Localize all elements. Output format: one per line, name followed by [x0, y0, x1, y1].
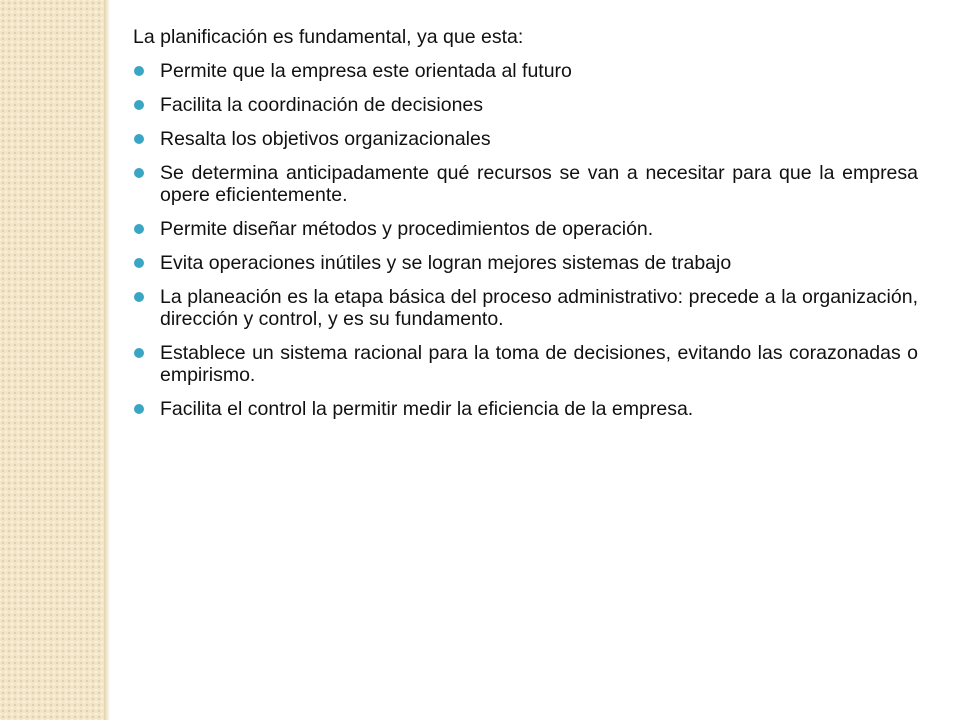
bullet-item	[133, 60, 918, 82]
bullet-item	[133, 342, 918, 386]
bullet-item	[133, 162, 918, 206]
bullet-text: Establece un sistema racional para la toma de decisiones, evitando las corazonadas o empirismo.	[160, 342, 918, 386]
bullet-text: Permite diseñar métodos y procedimientos de operación.	[160, 218, 654, 240]
side-band-edge	[104, 0, 110, 720]
bullet-dot-icon	[134, 258, 144, 268]
bullet-item	[133, 94, 918, 116]
bullet-text: Facilita la coordinación de decisiones	[160, 94, 484, 116]
bullet-dot-icon	[134, 100, 144, 110]
bullet-text: Evita operaciones inútiles y se logran mejores sistemas de trabajo	[160, 252, 732, 274]
intro-text: La planificación es fundamental, ya que esta:	[133, 26, 524, 48]
bullet-text: Resalta los objetivos organizacionales	[160, 128, 491, 150]
bullet-text: La planeación es la etapa básica del proceso administrativo: precede a la organización, dirección y control, y es su fundamento.	[160, 286, 918, 330]
bullet-dot-icon	[134, 134, 144, 144]
bullet-dot-icon	[134, 66, 144, 76]
slide-content	[133, 26, 918, 432]
bullet-dot-icon	[134, 224, 144, 234]
bullet-item	[133, 286, 918, 330]
bullet-text: Se determina anticipadamente qué recursos se van a necesitar para que la empresa opere eficientemente.	[160, 162, 918, 206]
bullet-item	[133, 252, 918, 274]
bullet-dot-icon	[134, 292, 144, 302]
bullet-dot-icon	[134, 168, 144, 178]
bullet-text: Facilita el control la permitir medir la eficiencia de la empresa.	[160, 398, 694, 420]
bullet-list	[133, 60, 918, 420]
bullet-text: Permite que la empresa este orientada al futuro	[160, 60, 572, 82]
bullet-item	[133, 128, 918, 150]
bullet-dot-icon	[134, 348, 144, 358]
bullet-item	[133, 218, 918, 240]
decorative-side-band	[0, 0, 104, 720]
bullet-dot-icon	[134, 404, 144, 414]
bullet-item	[133, 398, 918, 420]
